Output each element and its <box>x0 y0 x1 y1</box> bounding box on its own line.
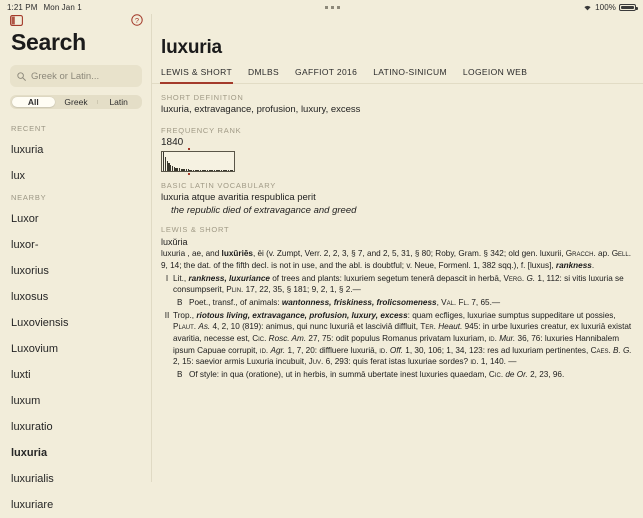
tab-latino-sinicum[interactable]: LATINO-SINICUM <box>373 67 447 77</box>
status-bar-right <box>583 3 636 12</box>
short-definition-label: SHORT DEFINITION <box>161 93 244 102</box>
battery-percent: 100% <box>595 2 616 12</box>
list-section-header-nearby: NEARBY <box>11 193 47 202</box>
word-list[interactable] <box>0 120 152 518</box>
entry-pane <box>152 14 643 482</box>
help-icon[interactable] <box>131 14 143 26</box>
dictionary-tabs[interactable] <box>152 59 643 84</box>
basic-vocab-latin: luxuria atque avaritia respublica perit <box>161 191 316 203</box>
list-item[interactable]: luxuriare <box>11 499 54 511</box>
battery-icon <box>619 4 636 11</box>
sense-text: Of style: in qua (oratione), ut in herbis, in summā ubertate inest luxuries quaedam, Cic. de Or. 2, 23, 96. <box>189 369 565 379</box>
entry-toolbar <box>152 14 643 33</box>
search-input[interactable] <box>31 71 135 82</box>
handle-dot <box>337 6 340 9</box>
filter-latin[interactable]: Latin <box>97 97 140 107</box>
sense-number: I <box>165 273 169 283</box>
wifi-icon <box>583 4 592 11</box>
sense-entry <box>161 369 637 381</box>
frequency-chart[interactable] <box>161 151 235 172</box>
status-bar <box>0 0 643 14</box>
frequency-rank-value: 1840 <box>161 136 184 148</box>
status-time: 1:21 PM <box>7 2 38 12</box>
filter-greek[interactable]: Greek <box>64 97 88 107</box>
list-section-header-recent: RECENT <box>11 124 47 133</box>
dictionary-headword: luxŭria <box>161 236 188 247</box>
short-definition-section <box>161 93 637 117</box>
multitask-handle[interactable] <box>82 6 583 9</box>
sense-number: B <box>177 369 183 379</box>
list-item[interactable]: luxti <box>11 369 31 381</box>
handle-dot <box>331 6 334 9</box>
language-filter-segmented-control[interactable] <box>10 95 142 109</box>
entry-scroll-area[interactable] <box>152 84 643 482</box>
dictionary-etymology: luxuria , ae, and luxŭriēs, ēi (v. Zumpt, Verr. 2, 2, 3, § 7, and 2, 5, 31, § 80; Roby, Gram. § 342; old gen. luxurii, Gracch. ap. Gell. 9, 14; the dat. of the fifth decl. is not in use, and the abl. is doubtful; v. Neue, Formenl. 1, 382 sqq.), f. [luxus], rankness. <box>161 249 632 271</box>
list-item[interactable]: luxum <box>11 395 41 407</box>
list-item[interactable]: lux <box>11 170 26 182</box>
svg-text:?: ? <box>134 15 140 25</box>
sense-text: Poet., transf., of animals: wantonness, friskiness, frolicsomeness, Val. Fl. 7, 65.— <box>189 297 501 307</box>
list-item-selected[interactable]: luxuria <box>11 447 48 459</box>
sidebar-toggle-icon[interactable] <box>10 15 23 26</box>
sense-number: II <box>164 310 170 320</box>
search-box[interactable] <box>10 65 142 87</box>
split-view <box>0 14 643 511</box>
search-container <box>0 65 152 87</box>
handle-dot <box>325 6 328 9</box>
sense-number: B <box>177 297 183 307</box>
list-item[interactable]: luxor- <box>11 239 39 251</box>
basic-vocab-section <box>161 181 637 216</box>
list-item[interactable]: luxorius <box>11 265 49 277</box>
tab-dmlbs[interactable]: DMLBS <box>248 67 280 77</box>
search-icon <box>17 72 26 81</box>
tab-gaffiot-2016[interactable]: GAFFIOT 2016 <box>295 67 358 77</box>
sense-entry <box>161 310 637 368</box>
lewis-short-body <box>161 236 637 381</box>
list-item[interactable]: Luxovium <box>11 343 59 355</box>
list-item[interactable]: Luxor <box>11 213 39 225</box>
frequency-chart-bars <box>163 152 233 171</box>
frequency-rank-label: FREQUENCY RANK <box>161 125 242 135</box>
list-item[interactable]: luxosus <box>11 291 49 303</box>
frequency-marker-bottom <box>188 173 190 175</box>
page-title: Search <box>11 29 86 55</box>
list-item[interactable]: luxurialis <box>11 473 54 485</box>
basic-vocab-translation: the republic died of extravagance and greed <box>171 204 357 216</box>
sense-text: Lit., rankness, luxuriance of trees and plants: luxuriem segetum tenerā depascit in herbā, Verg. G. 1, 112: si vitis luxuria se consumpserit, Plin. 17, 22, 35, § 181; 9, 2, 1, § 2.— <box>173 273 624 295</box>
filter-all[interactable]: All <box>12 97 55 107</box>
frequency-section <box>161 126 637 172</box>
tab-lewis-short[interactable]: LEWIS & SHORT <box>161 67 232 83</box>
lewis-short-label: LEWIS & SHORT <box>161 224 230 234</box>
sense-entry <box>161 297 637 309</box>
status-date: Mon Jan 1 <box>43 2 82 12</box>
frequency-marker-top <box>188 148 190 150</box>
lewis-short-section <box>161 225 637 381</box>
basic-vocab-label: BASIC LATIN VOCABULARY <box>161 180 277 190</box>
list-item[interactable]: luxuratio <box>11 421 53 433</box>
short-definition-text: luxuria, extravagance, profusion, luxury, excess <box>161 104 361 115</box>
entry-title: luxuria <box>161 37 222 58</box>
sidebar <box>0 14 152 511</box>
tab-logeion-web[interactable]: LOGEION WEB <box>462 67 528 77</box>
status-bar-left <box>7 3 82 12</box>
sense-entry <box>161 273 637 296</box>
sense-text: Trop., riotous living, extravagance, profusion, luxury, excess: quam ecfliges, luxuriae sumptus suppeditare ut possies, Plaut. As. 4, 2, 10 (819): animus, qui nunc luxuriā et lasciviā diffluit, Ter. Heaut. 945: in urbe luxuries creatur, ex luxuriā existat avaritia, necesse est, Cic. Rosc. Am. 27, 75: odit populus Romanus privatam luxuriam, id. Mur. 36, 76: luxuries Hannibalem ipsum Capuae corrupit, id. Agr. 1, 7, 20: diffluere luxuriā, id. Off. 1, 30, 106; 1, 34, 123: res ad luxuriam pertinentes, Caes. B. G. 2, 15: saevior armis Luxuria incubuit, Juv. 6, 293: quis ferat istas luxuriae sordes? id. 1, 140. — <box>173 310 632 367</box>
chart-bar <box>231 170 232 171</box>
list-item[interactable]: Luxoviensis <box>11 317 69 329</box>
list-item[interactable]: luxuria <box>11 144 44 156</box>
sidebar-toolbar <box>0 14 152 26</box>
